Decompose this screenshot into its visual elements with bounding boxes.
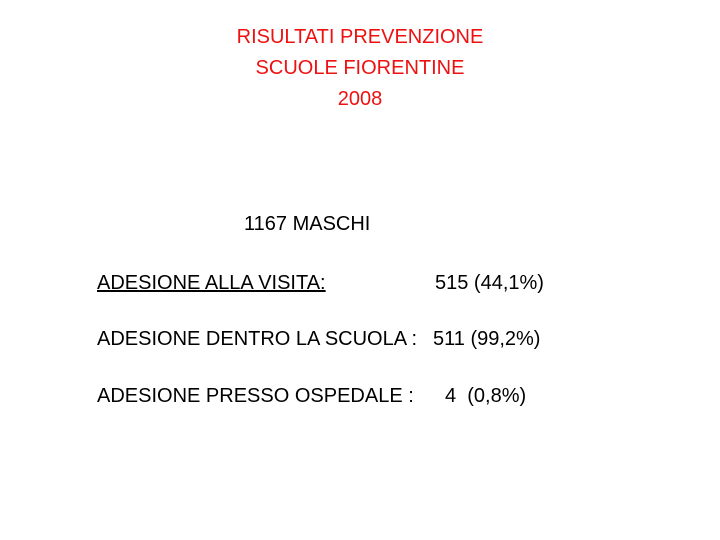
title-line-3: 2008 xyxy=(337,88,383,110)
stat-value-visita: 515 (44,1%) xyxy=(435,272,544,294)
stat-value-ospedale: 4 (0,8%) xyxy=(445,385,527,407)
stat-label-scuola: ADESIONE DENTRO LA SCUOLA : xyxy=(97,328,418,350)
stat-value-scuola: 511 (99,2%) xyxy=(433,328,541,350)
stat-label-ospedale: ADESIONE PRESSO OSPEDALE : xyxy=(97,385,414,407)
title-line-2: SCUOLE FIORENTINE xyxy=(255,57,465,79)
stat-label-visita: ADESIONE ALLA VISITA: xyxy=(97,272,326,294)
title-line-1: RISULTATI PREVENZIONE xyxy=(236,26,484,48)
subheading-total: 1167 MASCHI xyxy=(244,213,371,235)
page-title xyxy=(0,22,720,115)
